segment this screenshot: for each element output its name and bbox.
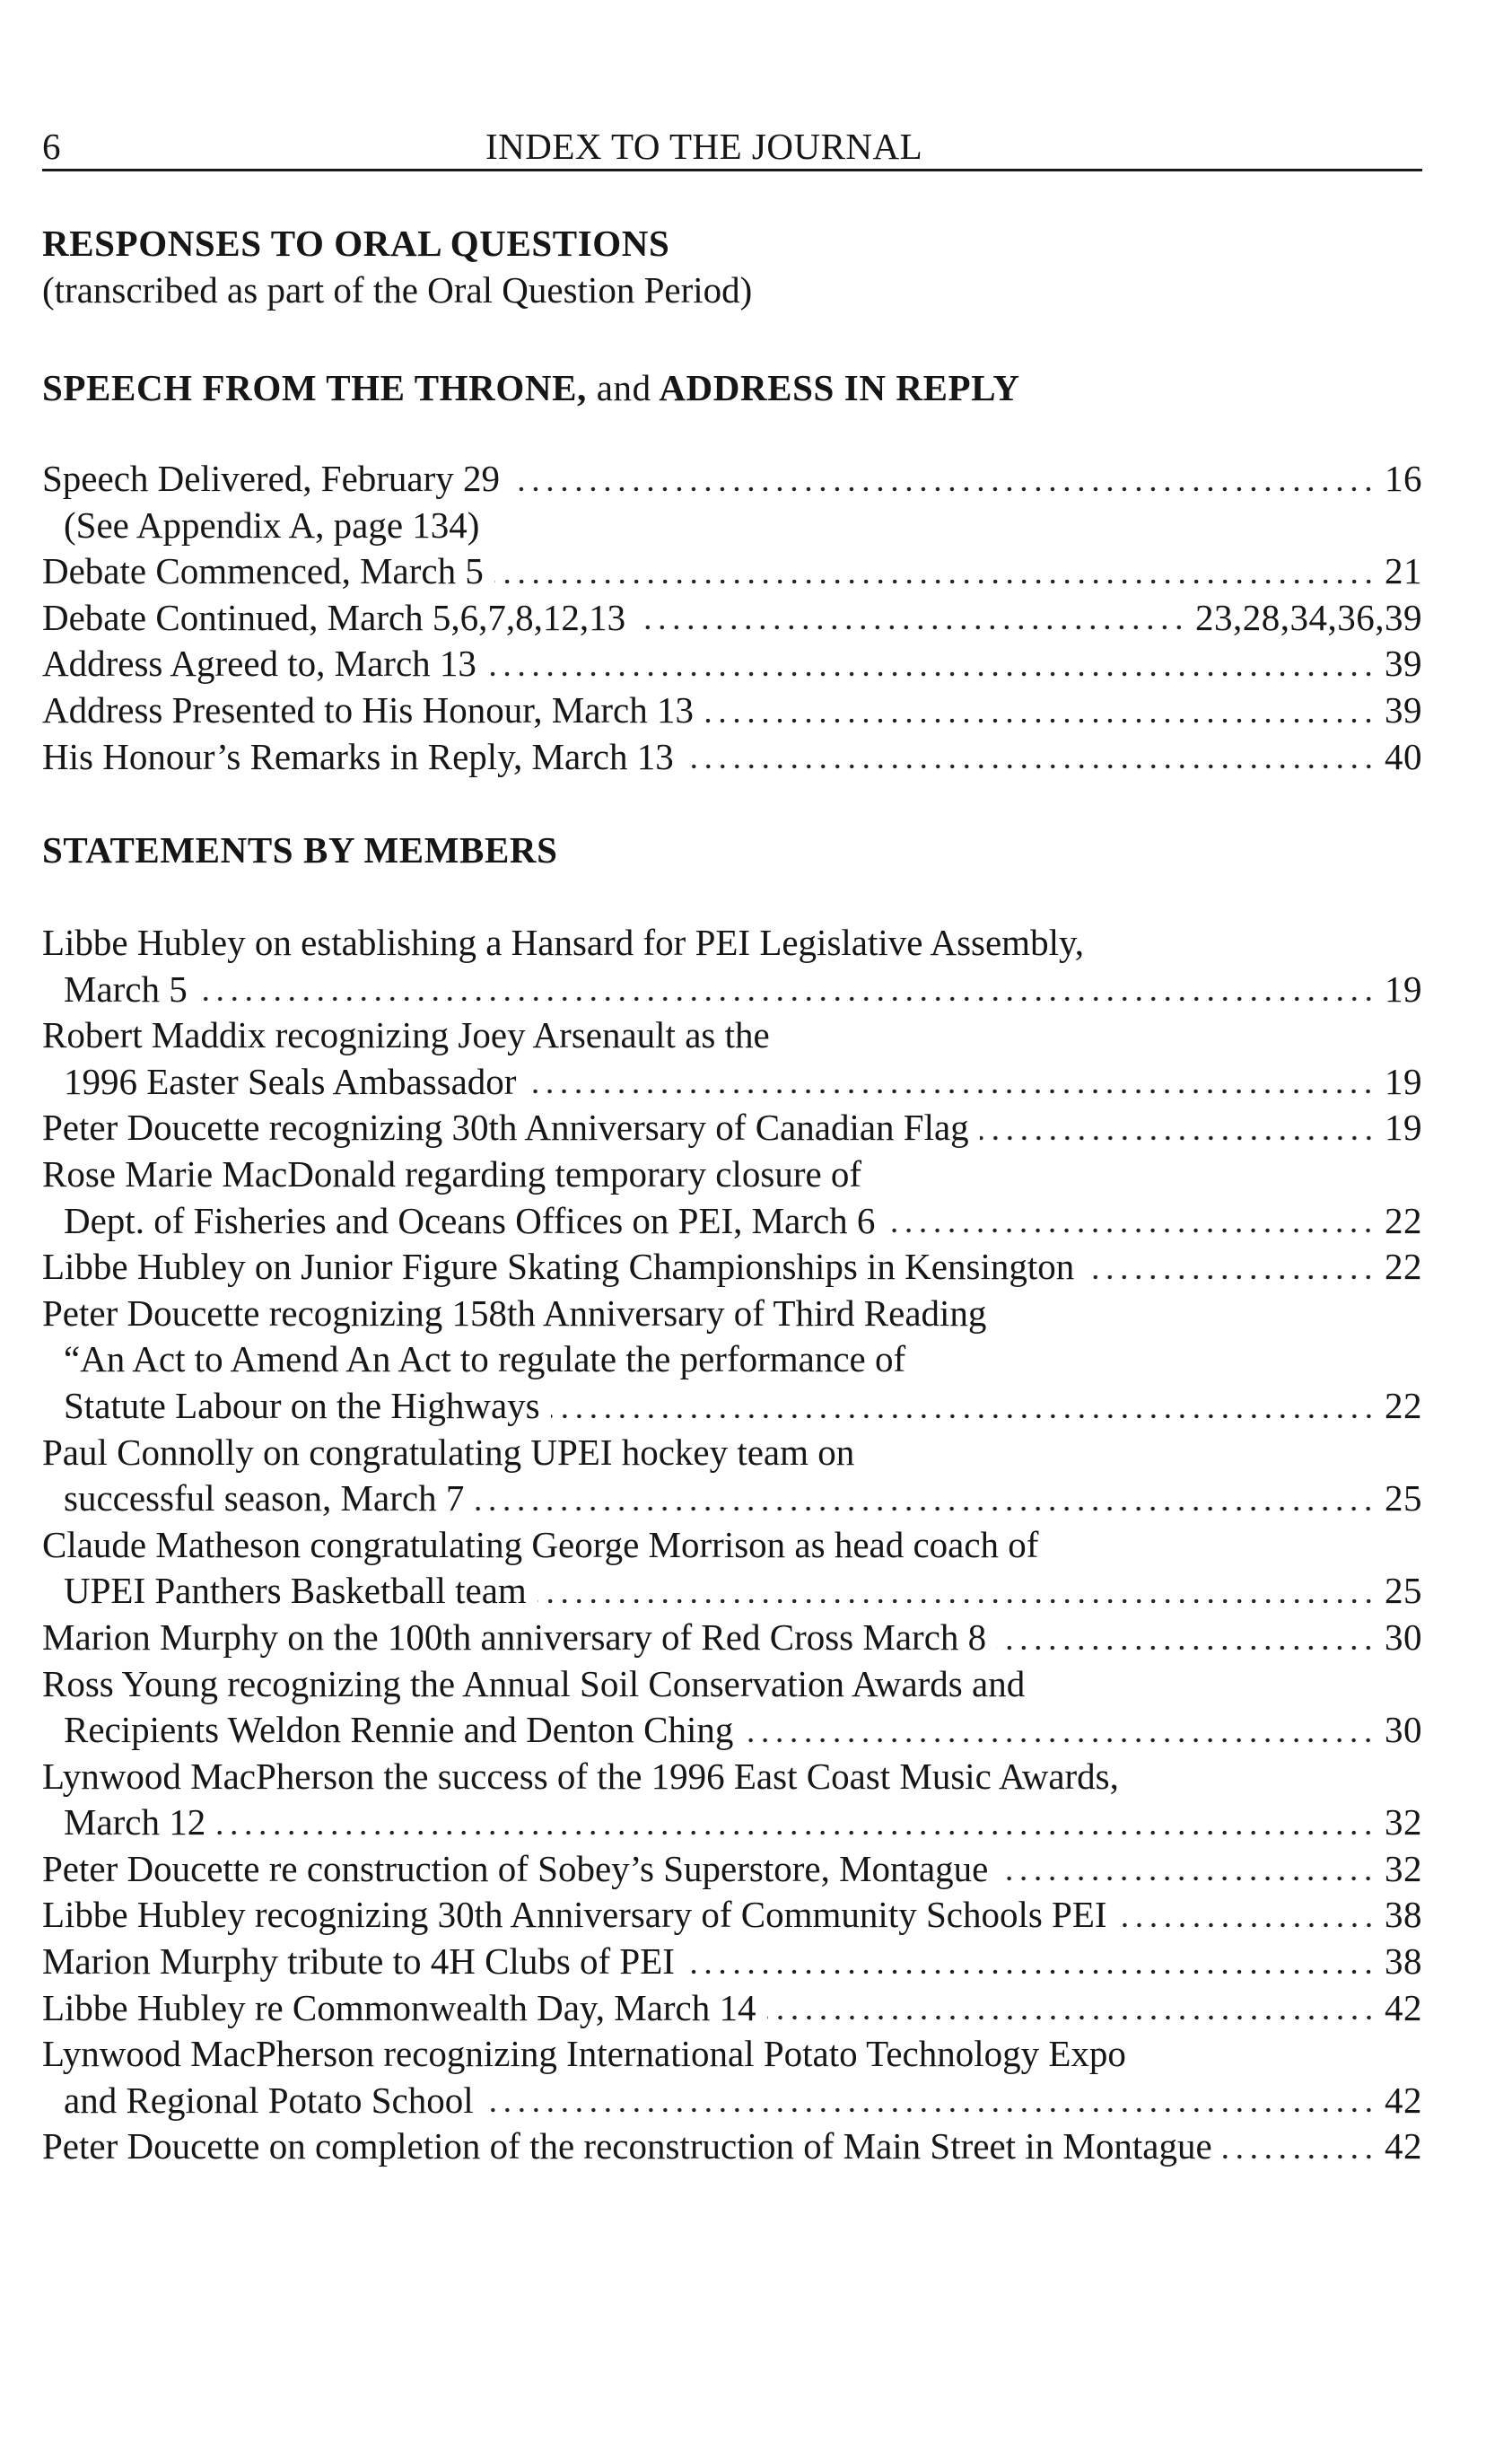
entry-text: successful season, March 7	[64, 1477, 465, 1519]
page-number: 6	[42, 126, 61, 167]
entry-line	[42, 503, 1422, 549]
dot-leader	[485, 2086, 1376, 2113]
entry-text: Peter Doucette re construction of Sobey’s Superstore, Montague	[42, 1847, 989, 1889]
entry-text: March 12	[64, 1801, 206, 1843]
entry-text: Robert Maddix recognizing Joey Arsenault as the	[42, 1014, 770, 1056]
running-title: INDEX TO THE JOURNAL	[485, 126, 923, 167]
throne-heading	[42, 364, 1422, 411]
throne-entries	[42, 456, 1422, 780]
page-reference: 38	[1385, 1894, 1422, 1936]
entry-line	[42, 1336, 1422, 1383]
oral-questions-section	[42, 220, 1422, 313]
entry-line	[42, 1754, 1422, 1800]
page-reference: 39	[1385, 688, 1422, 731]
dot-leader	[980, 1114, 1376, 1141]
page-reference: 25	[1385, 1477, 1422, 1519]
index-entry	[42, 1430, 1422, 1522]
page-reference: 22	[1385, 1246, 1422, 1288]
oral-questions-heading: RESPONSES TO ORAL QUESTIONS	[42, 223, 670, 264]
entry-text: Libbe Hubley on Junior Figure Skating Championships in Kensington	[42, 1246, 1075, 1288]
dot-leader	[997, 1624, 1376, 1651]
dot-leader	[487, 650, 1376, 677]
page-reference: 25	[1385, 1570, 1422, 1612]
page-reference: 40	[1385, 735, 1422, 777]
entry-text: Dept. of Fisheries and Oceans Offices on PEI, March 6	[64, 1199, 876, 1241]
entry-text: Peter Doucette recognizing 158th Anniversary of Third Reading	[42, 1292, 987, 1334]
dot-leader	[475, 1484, 1376, 1511]
dot-leader	[551, 1392, 1376, 1419]
entry-text: Recipients Weldon Rennie and Denton Ching	[64, 1709, 734, 1751]
dot-leader	[686, 1948, 1376, 1975]
index-entry	[42, 1151, 1422, 1244]
entry-text: Libbe Hubley on establishing a Hansard for PEI Legislative Assembly,	[42, 922, 1085, 963]
entry-text: March 5	[64, 968, 188, 1010]
page-reference: 30	[1385, 1616, 1422, 1658]
index-entry	[42, 2031, 1422, 2123]
running-header	[42, 124, 1422, 171]
entry-text: Lynwood MacPherson recognizing International Potato Technology Expo	[42, 2033, 1126, 2075]
index-entry	[42, 1105, 1422, 1151]
dot-leader	[886, 1206, 1376, 1233]
index-entry	[42, 1939, 1422, 1985]
entry-line	[42, 1846, 1422, 1893]
entry-line	[42, 1707, 1422, 1754]
entry-text: Ross Young recognizing the Annual Soil Conservation Awards and	[42, 1662, 1026, 1704]
page-reference: 19	[1385, 968, 1422, 1010]
page-reference: 19	[1385, 1107, 1422, 1149]
page-reference: 23,28,34,36,39	[1195, 596, 1422, 638]
entry-line	[42, 1522, 1422, 1569]
index-entry	[42, 734, 1422, 781]
entry-text: Paul Connolly on congratulating UPEI hockey team on	[42, 1431, 855, 1473]
dot-leader	[744, 1716, 1376, 1743]
entry-text: Address Presented to His Honour, March 13	[42, 688, 694, 731]
dot-leader	[1118, 1901, 1376, 1928]
throne-heading-and: and	[596, 367, 651, 408]
entry-text: Lynwood MacPherson the success of the 1996 East Coast Music Awards,	[42, 1755, 1119, 1797]
entry-line	[42, 1291, 1422, 1337]
entry-line	[42, 1892, 1422, 1939]
dot-leader	[198, 975, 1376, 1002]
entry-text: (See Appendix A, page 134)	[64, 503, 480, 546]
index-entry	[42, 548, 1422, 595]
throne-heading-part-a: SPEECH FROM THE THRONE,	[42, 367, 587, 408]
entry-text: Marion Murphy tribute to 4H Clubs of PEI	[42, 1940, 675, 1983]
entry-line	[42, 1985, 1422, 2032]
entry-line	[42, 1799, 1422, 1846]
throne-section	[42, 364, 1422, 780]
index-entry	[42, 456, 1422, 503]
entry-line	[42, 1475, 1422, 1522]
index-entry	[42, 920, 1422, 1012]
entry-text: Statute Labour on the Highways	[64, 1384, 540, 1426]
entry-line	[42, 1383, 1422, 1430]
statements-heading: STATEMENTS BY MEMBERS	[42, 829, 558, 871]
entry-line	[42, 1661, 1422, 1708]
entry-line	[42, 595, 1422, 642]
page-reference: 22	[1385, 1384, 1422, 1426]
index-entry	[42, 641, 1422, 687]
index-entry	[42, 503, 1422, 549]
dot-leader	[511, 465, 1376, 492]
entry-text: Libbe Hubley re Commonwealth Day, March 14	[42, 1986, 756, 2028]
dot-leader	[767, 1993, 1377, 2020]
dot-leader	[494, 557, 1376, 584]
entry-text: and Regional Potato School	[64, 2079, 474, 2121]
dot-leader	[685, 742, 1376, 769]
index-entry	[42, 2123, 1422, 2170]
entry-line	[42, 1059, 1422, 1106]
throne-heading-part-b: ADDRESS IN REPLY	[659, 367, 1020, 408]
entry-line	[42, 1151, 1422, 1198]
entry-line	[42, 2123, 1422, 2170]
page-reference: 42	[1385, 2125, 1422, 2167]
entry-line	[42, 734, 1422, 781]
page-reference: 39	[1385, 643, 1422, 685]
entry-text: Libbe Hubley recognizing 30th Anniversary of Community Schools PEI	[42, 1894, 1107, 1936]
entry-text: Debate Commenced, March 5	[42, 550, 484, 592]
page-reference: 32	[1385, 1801, 1422, 1843]
index-entry	[42, 1892, 1422, 1939]
entry-line	[42, 1430, 1422, 1476]
index-entry	[42, 1846, 1422, 1893]
entry-line	[42, 1615, 1422, 1661]
entry-text: Claude Matheson congratulating George Morrison as head coach of	[42, 1523, 1039, 1565]
page-reference: 19	[1385, 1060, 1422, 1102]
dot-leader	[1223, 2132, 1376, 2159]
entry-line	[42, 1244, 1422, 1291]
entry-text: Address Agreed to, March 13	[42, 643, 476, 685]
dot-leader	[527, 1067, 1376, 1094]
entry-text: 1996 Easter Seals Ambassador	[64, 1060, 517, 1102]
statements-section	[42, 827, 1422, 2170]
index-entry	[42, 1291, 1422, 1430]
dot-leader	[636, 603, 1186, 630]
entry-line	[42, 641, 1422, 687]
dot-leader	[999, 1854, 1376, 1881]
index-entry	[42, 1615, 1422, 1661]
entry-text: Rose Marie MacDonald regarding temporary closure of	[42, 1152, 862, 1195]
entry-text: UPEI Panthers Basketball team	[64, 1570, 527, 1612]
entry-line	[42, 548, 1422, 595]
entry-text: Debate Continued, March 5,6,7,8,12,13	[42, 596, 626, 638]
page-reference: 42	[1385, 2079, 1422, 2121]
page-reference: 38	[1385, 1940, 1422, 1983]
oral-questions-note: (transcribed as part of the Oral Question Period)	[42, 269, 753, 311]
entry-line	[42, 456, 1422, 503]
entry-line	[42, 687, 1422, 734]
entry-line	[42, 967, 1422, 1013]
entry-line	[42, 2078, 1422, 2124]
index-entry	[42, 1661, 1422, 1754]
index-entry	[42, 1244, 1422, 1291]
page-reference: 22	[1385, 1199, 1422, 1241]
page-reference: 32	[1385, 1847, 1422, 1889]
index-entry	[42, 1522, 1422, 1615]
entry-line	[42, 1012, 1422, 1059]
entry-text: Peter Doucette on completion of the reconstruction of Main Street in Montague	[42, 2125, 1212, 2167]
entry-line	[42, 1198, 1422, 1245]
statements-entries	[42, 920, 1422, 2170]
dot-leader	[216, 1808, 1376, 1835]
entry-text: His Honour’s Remarks in Reply, March 13	[42, 735, 674, 777]
entry-line	[42, 1568, 1422, 1615]
page-reference: 42	[1385, 1986, 1422, 2028]
index-entry	[42, 1985, 1422, 2032]
page-reference: 30	[1385, 1709, 1422, 1751]
entry-line	[42, 920, 1422, 967]
page-reference: 21	[1385, 550, 1422, 592]
entry-text: Marion Murphy on the 100th anniversary of Red Cross March 8	[42, 1616, 987, 1658]
entry-text: “An Act to Amend An Act to regulate the performance of	[64, 1338, 906, 1380]
index-entry	[42, 595, 1422, 642]
entry-text: Peter Doucette recognizing 30th Anniversary of Canadian Flag	[42, 1107, 969, 1149]
dot-leader	[538, 1577, 1376, 1604]
index-entry	[42, 1012, 1422, 1105]
page-reference: 16	[1385, 458, 1422, 499]
dot-leader	[1085, 1253, 1376, 1280]
index-entry	[42, 1754, 1422, 1846]
entry-line	[42, 2031, 1422, 2078]
entry-text: Speech Delivered, February 29	[42, 458, 501, 499]
index-entry	[42, 687, 1422, 734]
dot-leader	[704, 696, 1376, 723]
entry-line	[42, 1939, 1422, 1985]
entry-line	[42, 1105, 1422, 1151]
